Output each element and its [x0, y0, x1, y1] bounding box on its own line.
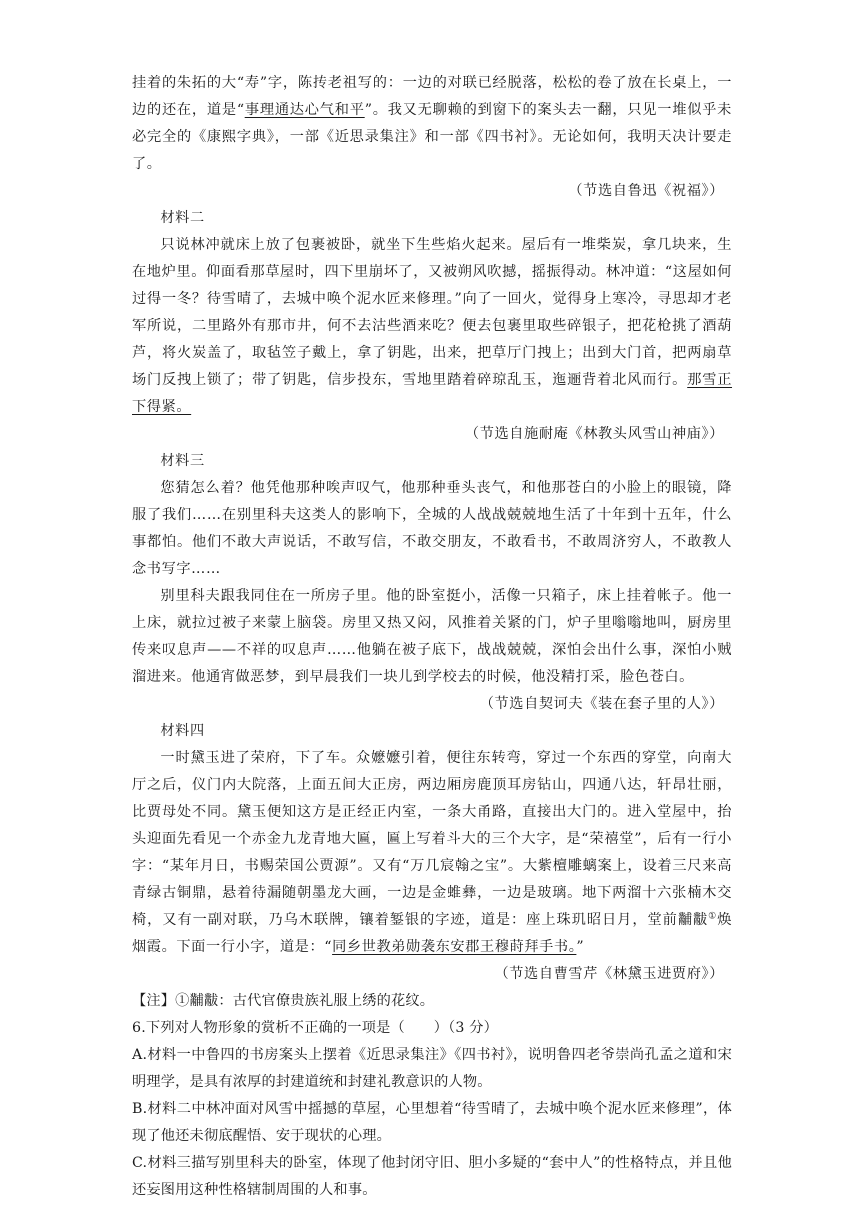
- text-span: ”: [576, 939, 585, 955]
- underlined-quote: 同乡世教弟勋袭东安郡王穆莳拜手书。: [332, 939, 577, 955]
- question-stem: 6.下列对人物形象的赏析不正确的一项是（ ）（3 分）: [132, 1020, 499, 1036]
- material-4-source: （节选自曹雪芹《林黛玉进贾府》）: [494, 966, 724, 982]
- material-3-heading: 材料三: [160, 453, 205, 469]
- material-2-heading: 材料二: [160, 210, 205, 226]
- material-3-source: （节选自契诃夫《装在套子里的人》）: [479, 696, 724, 712]
- material-3-paragraph-2: 别里科夫跟我同住在一所房子里。他的卧室挺小，活像一只箱子，床上挂着帐子。他一上床，就拉过被子来蒙上脑袋。房里又热又闷，风推着关紧的门，炉子里嗡嗡地叫，厨房里传来叹息声——不祥的叹息声……他躺在被子底下，战战兢兢，深怕会出什么事，深怕小贼溜进来。他通宵做恶梦，到早晨我们一块儿到学校去的时候，他没精打采，脸色苍白。: [132, 588, 732, 685]
- text-span: 只说林冲就床上放了包裹被卧，就坐下生些焰火起来。屋后有一堆柴炭，拿几块来，生在地炉里。仰面看那草屋时，四下里崩坏了，又被朔风吹撼，摇振得动。林冲道：“这屋如何过得一冬？待雪晴了，去城中唤个泥水匠来修理。”向了一回火，觉得身上寒冷，寻思却才老军所说，二里路外有那市井，何不去沽些酒来吃？便去包裹里取些碎银子，把花枪挑了酒葫芦，将火炭盖了，取毡笠子戴上，拿了钥匙，出来，把草厅门拽上；出到大门首，把两扇草场门反拽上锁了；带了钥匙，信步投东，雪地里踏着碎琼乱玉，迤逦背着北风而行。: [132, 237, 732, 388]
- text-span: ”。我又无聊赖的到窗下的案头去一翻，只见一堆似乎未必完全的《康熙字典》，一部《近思录集注》和一部《四书衬》。无论如何，我明天决计要走了。: [132, 102, 732, 172]
- material-4-text: [132, 745, 732, 961]
- question-block: [132, 988, 732, 1204]
- material-1-source: （节选自鲁迅《祝福》）: [568, 183, 724, 199]
- exam-page: [132, 70, 732, 1204]
- material-4-heading: 材料四: [160, 723, 205, 739]
- material-1-text: [132, 70, 732, 178]
- text-span: 一时黛玉进了荣府，下了车。众嬷嬷引着，便往东转弯，穿过一个东西的穿堂，向南大厅之后，仪门内大院落，上面五间大正房，两边厢房鹿顶耳房钻山，四通八达，轩昂壮丽，比贾母处不同。黛玉便知这方是正经正内室，一条大甬路，直接出大门的。进入堂屋中，抬头迎面先看见一个赤金九龙青地大匾，匾上写着斗大的三个大字，是“荣禧堂”，后有一行小字：“某年月日，书赐荣国公贾源”。又有“万几宸翰之宝”。大紫檀雕螭案上，设着三尺来高青绿古铜鼎，悬着待漏随朝墨龙大画，一边是金蜼彝，一边是玻璃。地下两溜十六张楠木交椅，又有一副对联，乃乌木联牌，镶着錾银的字迹，道是：座上珠玑昭日月，堂前黼黻: [132, 750, 732, 928]
- option-c: C.材料三描写别里科夫的卧室，体现了他封闭守旧、胆小多疑的“套中人”的性格特点，并且他还妄图用这种性格辖制周围的人和事。: [132, 1155, 732, 1198]
- footnote-marker: ①: [708, 911, 718, 922]
- option-b: B.材料二中林冲面对风雪中摇撼的草屋，心里想着“待雪晴了，去城中唤个泥水匠来修理”，体现了他还未彻底醒悟、安于现状的心理。: [132, 1101, 732, 1144]
- text-span: 挂着的朱拓的大“寿”字，陈抟老祖写的：一边的对联已经脱落，松松的卷了放在长桌上，一边的还在，道是“: [132, 75, 732, 118]
- underlined-quote: 事理通达心气和平: [244, 102, 365, 118]
- text-span: 焕烟霞。下面一行小字，道是：“: [132, 912, 732, 955]
- option-a: A.材料一中鲁四的书房案头上摆着《近思录集注》《四书衬》，说明鲁四老爷崇尚孔孟之道和宋明理学，是具有浓厚的封建道统和封建礼教意识的人物。: [132, 1047, 732, 1090]
- footnote: 【注】①黼黻：古代官僚贵族礼服上绣的花纹。: [132, 993, 435, 1009]
- underlined-sentence: 那雪正下得紧。: [132, 372, 733, 415]
- material-2-source: （节选自施耐庵《林教头风雪山神庙》）: [464, 426, 724, 442]
- material-2-text: [132, 232, 732, 421]
- material-3-paragraph-1: 您猜怎么着？他凭他那种唉声叹气，他那种垂头丧气，和他那苍白的小脸上的眼镜，降服了我们……在别里科夫这类人的影响下，全城的人战战兢兢地生活了十年到十五年，什么事都怕。他们不敢大声说话，不敢写信，不敢交朋友，不敢看书，不敢周济穷人，不敢教人念书写字……: [132, 480, 732, 577]
